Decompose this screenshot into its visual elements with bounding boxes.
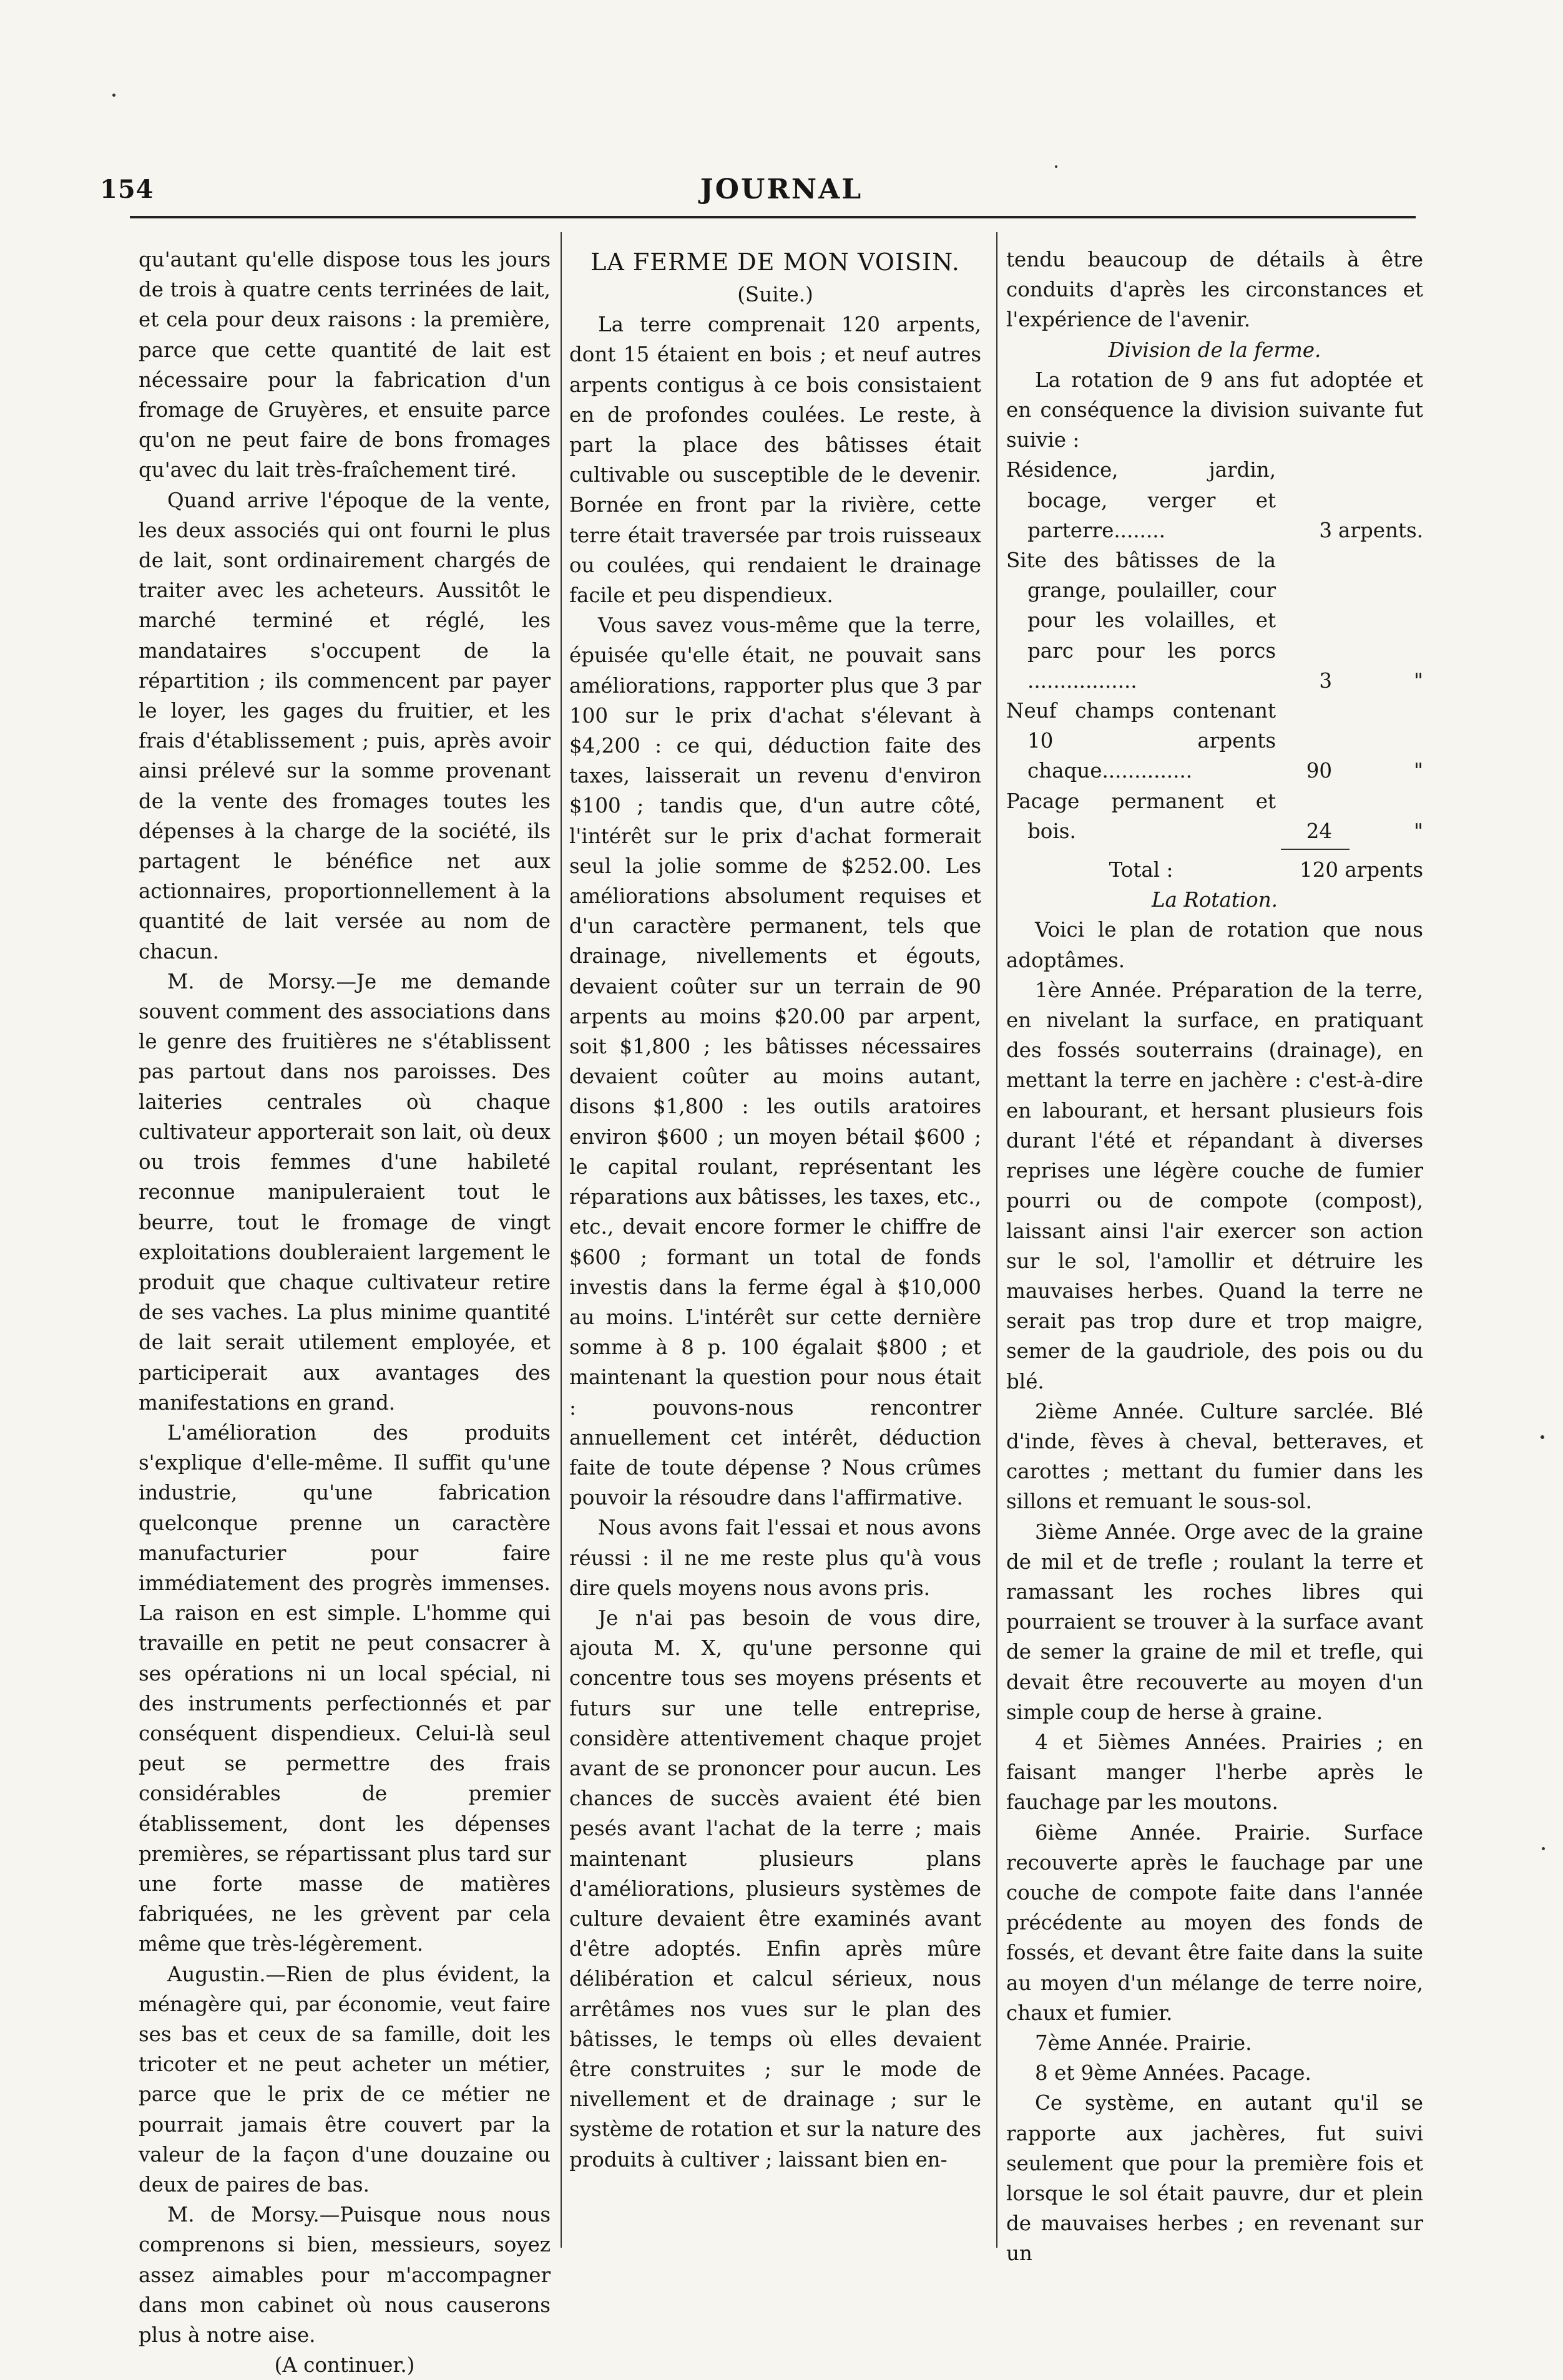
land-allocation-table (1006, 455, 1423, 885)
continued-note: (A continuer.) (274, 2353, 415, 2378)
col3-paragraph-2: La rotation de 9 ans fut adoptée et en conséquence la division suivante fut suivie : (1006, 368, 1423, 452)
col3-paragraph-10: 8 et 9ème Années. Pacage. (1035, 2061, 1311, 2085)
column-right (1006, 245, 1423, 2269)
allocation-unit: arpents. (1338, 518, 1423, 542)
division-heading: Division de la ferme. (1108, 338, 1321, 362)
table-row (1006, 455, 1423, 545)
col1-paragraph-3: M. de Morsy.—Je me demande souvent comment des associations dans le genre des fruitières ne s'établissent pas partout dans nos paroisses. Des laiteries centrales où chaque cultivateur apporterait son lait, où deux ou trois femmes d'une habileté reconnue manipuleraient tout le beurre, tout le fromage de vingt exploitations doubleraient largement le produit que chaque cultivateur retire de ses vaches. La plus minime quantité de lait serait utilement employée, et participerait aux avantages des manifestations en grand. (139, 969, 551, 1415)
col3-paragraph-9: 7ème Année. Prairie. (1035, 2031, 1252, 2055)
table-row (1006, 696, 1423, 786)
col3-paragraph-11: Ce système, en autant qu'il se rapporte aux jachères, fut suivi seulement que pour la première fois et lorsque le sol était pauvre, dur et plein de mauvaises herbes ; en revenant sur un (1006, 2091, 1423, 2266)
header-rule (130, 216, 1416, 218)
allocation-unit: " (1414, 759, 1423, 783)
col2-paragraph-1: La terre comprenait 120 arpents, dont 15 étaient en bois ; et neuf autres arpents contigus à ce bois consistaient en de profondes coulées. Le reste, à part la place des bâtisses était cultivable ou susceptible de le devenir. Bornée en front par la rivière, cette terre était traversée par trois ruisseaux ou coulées, qui rendaient le drainage facile et peu dispendieux. (569, 313, 981, 608)
allocation-item: Neuf champs contenant 10 arpents chaque.............. (1006, 699, 1276, 783)
total-value: 120 arpents (1300, 858, 1423, 882)
col1-paragraph-6: M. de Morsy.—Puisque nous nous comprenons si bien, messieurs, soyez assez aimables pour m'accompagner dans mon cabinet où nous causerons plus à notre aise. (139, 2203, 551, 2348)
article-subtitle: (Suite.) (737, 283, 813, 306)
col1-paragraph-4: L'amélioration des produits s'explique d'elle-même. Il suffit qu'une industrie, qu'une fabrication quelconque prenne un caractère manufacturier pour faire immédiatement des progrès immenses. La raison en est simple. L'homme qui travaille en petit ne peut consacrer à ses opérations ni un local spécial, ni des instruments perfectionnés et par conséquent dispendieux. Celui-là seul peut se permettre des frais considérables de premier établissement, dont les dépenses premières, se répartissant plus tard sur une forte masse de matières fabriquées, ne les grèvent par cela même que très-légèrement. (139, 1420, 551, 1956)
rotation-heading: La Rotation. (1151, 888, 1278, 912)
col3-paragraph-6: 3ième Année. Orge avec de la graine de mil et de trefle ; roulant la terre et ramassant les roches libres qui pourraient se trouver à la surface avant de semer la graine de mil et trefle, qui devait être recouverte au moyen d'un simple coup de herse à graine. (1006, 1519, 1423, 1724)
column-left (139, 245, 551, 2380)
scan-speck (1055, 165, 1057, 168)
allocation-unit: " (1414, 819, 1423, 843)
allocation-item: Site des bâtisses de la grange, poulailler, cour pour les volailles, et parc pour les porcs ................. (1006, 549, 1276, 693)
scan-speck (112, 94, 115, 97)
allocation-item: Résidence, jardin, bocage, verger et parterre........ (1006, 458, 1276, 542)
allocation-item: Pacage permanent et bois. (1006, 789, 1276, 843)
article-title: LA FERME DE MON VOISIN. (590, 248, 960, 276)
col1-paragraph-5: Augustin.—Rien de plus évident, la ménagère qui, par économie, veut faire ses bas et ceux de sa famille, doit les tricoter et ne peut acheter un métier, parce que le prix de ce métier ne pourrait jamais être couvert par la valeur de la façon d'une douzaine ou deux de paires de bas. (139, 1962, 551, 2197)
page-number: 154 (100, 175, 154, 204)
col3-paragraph-3: Voici le plan de rotation que nous adoptâmes. (1006, 918, 1423, 972)
col3-paragraph-5: 2ième Année. Culture sarclée. Blé d'inde, fèves à cheval, betteraves, et carottes ; mettant du fumier dans les sillons et remuant le sous-sol. (1006, 1399, 1423, 1514)
col2-paragraph-2: Vous savez vous-même que la terre, épuisée qu'elle était, ne pouvait sans améliorations, rapporter plus que 3 par 100 sur le prix d'achat s'élevant à $4,200 : ce qui, déduction faite des taxes, laisserait un revenu d'environ $100 ; tandis que, d'un autre côté, l'intérêt sur le prix d'achat formerait seul la jolie somme de $252.00. Les améliorations absolument requises et d'un caractère permanent, tels que drainage, nivellements et égouts, devaient coûter sur un terrain de 90 arpents au moins $20.00 par arpent, soit $1,800 ; les bâtisses nécessaires devaient coûter au moins autant, disons $1,800 : les outils aratoires environ $600 ; un moyen bétail $600 ; le capital roulant, représentant les réparations aux bâtisses, les taxes, etc., etc., devait encore former le chiffre de $600 ; formant un total de fonds investis dans la ferme égal à $10,000 au moins. L'intérêt sur cette dernière somme à 8 p. 100 égalait $800 ; et maintenant la question pour nous était : pouvons-nous rencontrer annuellement cet intérêt, déduction faite de toute dépense ? Nous crûmes pouvoir la résoudre dans l'affirmative. (569, 613, 981, 1510)
scan-speck (1542, 1847, 1545, 1850)
col2-paragraph-4: Je n'ai pas besoin de vous dire, ajouta M. X, qu'une personne qui concentre tous ses moyens présents et futurs sur une telle entreprise, considère attentivement chaque projet avant de se prononcer pour aucun. Les chances de succès avaient été bien pesés avant l'achat de la terre ; mais maintenant plusieurs plans d'améliorations, plusieurs systèmes de culture devaient être examinés avant d'être adoptés. Enfin après mûre délibération et calcul sérieux, nous arrêtâmes nos vues sur le plan des bâtisses, le temps où elles devaient être construites ; sur le mode de nivellement et de drainage ; sur le système de rotation et sur la nature des produits à cultiver ; laissant bien en- (569, 1606, 981, 2172)
running-title: JOURNAL (700, 173, 863, 205)
col3-paragraph-4: 1ère Année. Préparation de la terre, en nivelant la surface, en pratiquant des fossés souterrains (drainage), en mettant la terre en jachère : c'est-à-dire en labourant, et hersant plusieurs fois durant l'été et répandant à diverses reprises une légère couche de fumier pourri ou de compote (compost), laissant ainsi l'air exercer son action sur le sol, l'amollir et détruire les mauvaises herbes. Quand la terre ne serait pas trop dure et trop maigre, semer de la gaudriole, des pois ou du blé. (1006, 978, 1423, 1393)
column-divider-left (561, 232, 562, 2248)
scan-speck (1541, 1435, 1544, 1439)
table-row (1006, 786, 1423, 846)
total-label: Total : (1109, 858, 1173, 882)
allocation-quantity: 24 (1306, 819, 1333, 843)
table-row (1006, 545, 1423, 696)
allocation-quantity: 90 (1306, 759, 1333, 783)
column-middle (569, 245, 981, 2175)
col3-paragraph-7: 4 et 5ièmes Années. Prairies ; en faisant manger l'herbe après le fauchage par les moutons. (1006, 1730, 1423, 1815)
col1-paragraph-2: Quand arrive l'époque de la vente, les deux associés qui ont fourni le plus de lait, sont ordinairement chargés de traiter avec les acheteurs. Aussitôt le marché terminé et réglé, les mandataires s'occupent de la répartition ; ils commencent par payer le loyer, les gages du fruitier, et les frais d'établissement ; puis, après avoir ainsi prélevé sur la somme provenant de la vente des fromages toutes les dépenses à la charge de la société, ils partagent le bénéfice net aux actionnaires, proportionnellement à la quantité de lait versée au nom de chacun. (139, 488, 551, 963)
allocation-quantity: 3 (1319, 518, 1333, 542)
col1-paragraph-1: qu'autant qu'elle dispose tous les jours de trois à quatre cents terrinées de lait, et cela pour deux raisons : la première, parce que cette quantité de lait est nécessaire pour la fabrication d'un fromage de Gruyères, et ensuite parce qu'on ne peut faire de bons fromages qu'avec du lait très-fraîchement tiré. (139, 248, 551, 482)
col3-paragraph-1: tendu beaucoup de détails à être conduits d'après les circonstances et l'expérience de l'avenir. (1006, 248, 1423, 332)
allocation-unit: " (1414, 668, 1423, 693)
col3-paragraph-8: 6ième Année. Prairie. Surface recouverte après le fauchage par une couche de compote faite dans l'année précédente au moyen des fonds de fossés, et devant être faite dans la suite au moyen d'un mélange de terre noire, chaux et fumier. (1006, 1820, 1423, 2025)
allocation-quantity: 3 (1319, 668, 1333, 693)
table-row-total (1006, 850, 1423, 885)
col2-paragraph-3: Nous avons fait l'essai et nous avons réussi : il ne me reste plus qu'à vous dire quels moyens nous avons pris. (569, 1516, 981, 1600)
column-divider-right (996, 232, 997, 2248)
